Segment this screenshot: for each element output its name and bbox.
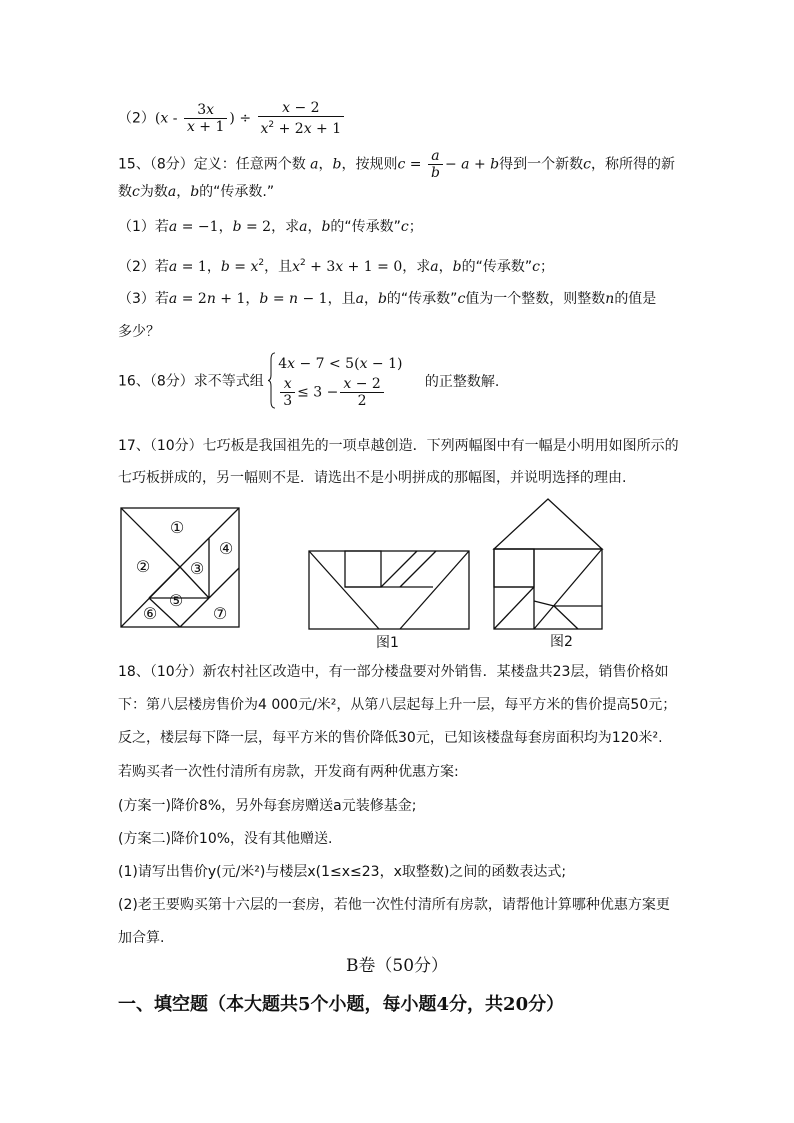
figure-1 <box>305 548 473 650</box>
q15-part2: （2）若a = 1，$b = x^2$，且$x^2 + 3x + 1 = 0$，求a，b的“传承数”c； <box>118 258 554 275</box>
q15-line2-text: 为数 <box>139 184 168 200</box>
q16 <box>118 352 499 409</box>
section-1-title: 一、填空题（本大题共5个小题，每小题4分，共20分） <box>118 994 565 1015</box>
fraction-x2-over-quadratic: $\frac{x - 2}{x^2 + 2x + 1}$ <box>258 100 345 137</box>
q15-p2d: 的“传承数” <box>461 259 533 275</box>
left-brace-icon <box>268 352 276 409</box>
q15-text3: ，称所得的新 <box>590 156 675 173</box>
q14-part2-label: （2） <box>118 110 155 127</box>
q17-line1: 17、（10分）七巧板是我国祖先的一项卓越创造．下列两幅图中有一幅是小明用如图所示的 <box>118 438 679 454</box>
q15-text1: ，按规则 <box>341 156 398 173</box>
q15-part3: （3）若a = 2n + 1，b = n − 1，且a，b的“传承数”c值为一个整数，则整数n的值是 <box>118 291 657 307</box>
q15-p1c: 的“传承数” <box>330 219 401 235</box>
q15-part1: （1）若a = −1，b = 2，求a，b的“传承数”c； <box>118 219 423 235</box>
q15-line2: 数c为数a，b的“传承数.” <box>118 184 275 200</box>
q15-p3b: ，且 <box>327 291 356 307</box>
figure-2 <box>488 496 608 650</box>
tangram-figure <box>118 505 242 631</box>
q15-part3-end <box>118 322 160 342</box>
q18-line7: (1)请写出售价y(元/米²)与楼层x(1≤x≤23，x取整数)之间的函数表达式; <box>118 864 567 880</box>
q16-tail: 的正整数解. <box>424 373 500 390</box>
q14-part2: （2）(x - $\frac{3x}{x + 1}$ ) ÷ $\frac{x - 2}{x^2 + 2x + 1}$ <box>118 100 346 137</box>
q18-line8: (2)老王要购买第十六层的一套房，若他一次性付清所有房款，请帮他计算哪种优惠方案更 <box>118 897 670 913</box>
q15-text2: 得到一个新数 <box>499 156 584 173</box>
inequality-1: 4x − 7 < 5(x − 1) <box>278 356 403 372</box>
q18-line5: (方案一)降价8%，另外每套房赠送a元装修基金; <box>118 798 417 814</box>
tangram-piece-label: ⑥ <box>142 604 158 623</box>
q16-head: 16、（8分）求不等式组 <box>118 373 264 390</box>
q18-line9: 加合算. <box>118 930 165 946</box>
figure-1-caption: 图1 <box>376 635 399 650</box>
q15-line1: 15、（8分）定义：任意两个数 a，b，按规则c = $\frac{a}{b}$ − a + b得到一个新数c，称所得的新 <box>118 148 675 181</box>
q15-p3d: 值为一个整数，则整数 <box>465 291 606 307</box>
section-b-title: B卷（50分） <box>345 956 449 976</box>
q18-line3: 反之，楼层每下降一层，每平方米的售价降低30元，已知该楼盘每套房面积均为120米². <box>118 730 663 746</box>
q15-p3c: 的“传承数” <box>386 291 458 307</box>
q17-line2: 七巧板拼成的，另一幅则不是．请选出不是小明拼成的那幅图，并说明选择的理由. <box>118 470 627 486</box>
tangram-piece-label: ④ <box>218 539 234 558</box>
q15-p1b: ，求 <box>271 219 300 235</box>
q15-p1-label: （1）若 <box>118 219 169 235</box>
tangram-piece-label: ① <box>169 518 185 537</box>
q15-p3-label: （3）若 <box>118 291 169 307</box>
q15-line2b-text: 的“传承数.” <box>199 184 275 200</box>
tangram-piece-label: ⑦ <box>212 604 228 623</box>
inequality-2: $\frac{x}{3}$ ≤ 3 − $\frac{x - 2}{2}$ <box>278 376 402 409</box>
fraction-3x-over-x1: $\frac{3x}{x + 1}$ <box>184 102 227 135</box>
q15-p3e: 的值是 <box>614 291 657 307</box>
inequality-system <box>268 352 402 409</box>
q15-head: 15、（8分）定义：任意两个数 <box>118 156 306 173</box>
figure-2-caption: 图2 <box>550 634 573 650</box>
q15-p2b: ，且 <box>264 259 293 275</box>
tangram-piece-label: ③ <box>189 559 205 578</box>
tangram-piece-label: ⑤ <box>168 591 184 610</box>
fraction-a-over-b: $\frac{a}{b}$ <box>428 148 443 181</box>
q15-p2-label: （2）若 <box>118 259 169 275</box>
q18-line1: 18、（10分）新农村社区改造中，有一部分楼盘要对外销售．某楼盘共23层，销售价格如 <box>118 664 669 680</box>
q15-p2c: ，求 <box>402 259 431 275</box>
q18-line6: (方案二)降价10%，没有其他赠送. <box>118 831 333 847</box>
q18-line4: 若购买者一次性付清所有房款，开发商有两种优惠方案: <box>118 764 459 780</box>
q15-p3f: 多少？ <box>118 324 160 340</box>
tangram-piece-label: ② <box>135 557 151 576</box>
q18-line2: 下：第八层楼房售价为4 000元/米²，从第八层起每上升一层，每平方米的售价提高50元； <box>118 697 677 713</box>
